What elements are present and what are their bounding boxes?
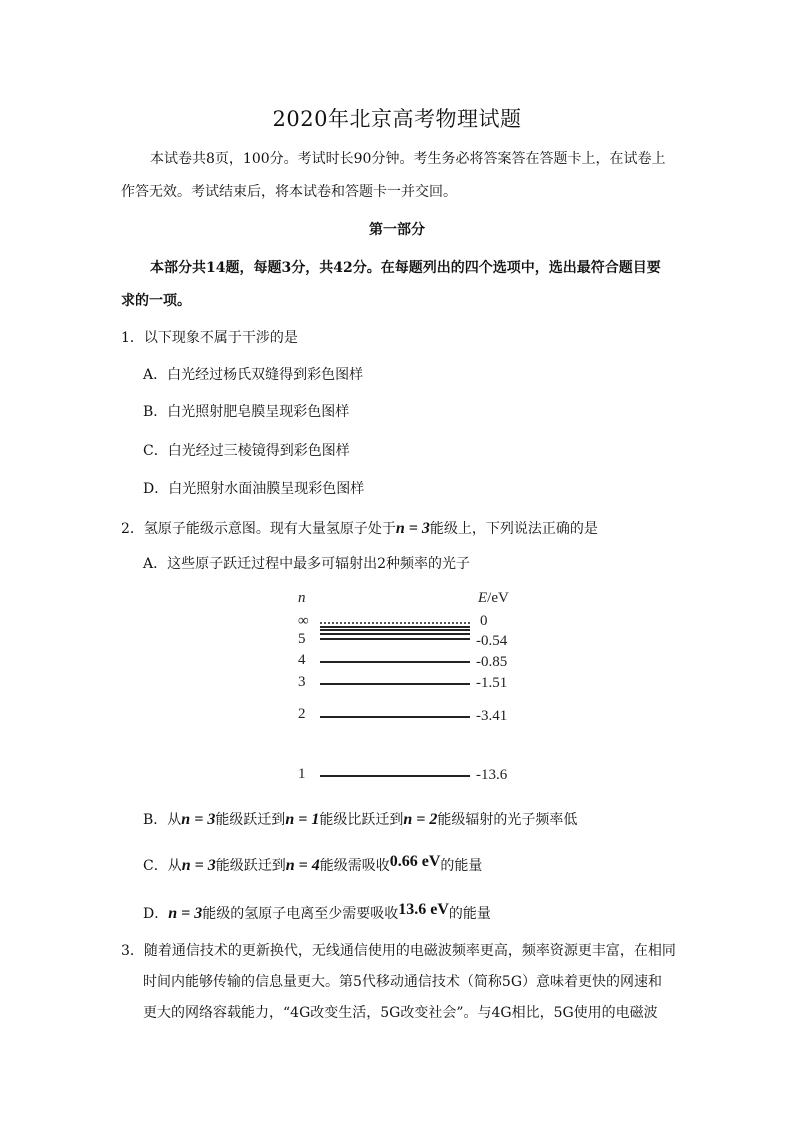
question-3-line-1: 3．随着通信技术的更新换代，无线通信使用的电磁波频率更高，频率资源更丰富，在相同 <box>121 943 676 959</box>
level-label-n-1: 1 <box>298 766 306 782</box>
intro-line-2: 作答无效。考试结束后，将本试卷和答题卡一并交回。 <box>121 184 457 200</box>
question-1-option-a: A．白光经过杨氏双缝得到彩色图样 <box>143 367 364 383</box>
question-1-stem: 1．以下现象不属于干涉的是 <box>121 330 298 346</box>
level-line-3 <box>320 683 470 685</box>
level-label-n-3: 3 <box>298 674 306 690</box>
level-line-dense-1 <box>320 626 470 628</box>
level-label-n-2: 2 <box>298 706 306 722</box>
section-instruction-line-2: 求的一项。 <box>121 293 191 309</box>
question-2-option-c: C．从n = 3能级跃迁到n = 4能级需吸收0.66 eV的能量 <box>143 853 483 874</box>
question-1-option-d: D．白光照射水面油膜呈现彩色图样 <box>143 481 365 497</box>
level-line-dense-2 <box>320 629 470 631</box>
question-2-option-b: B．从n = 3能级跃迁到n = 1能级比跃迁到n = 2能级辐射的光子频率低 <box>143 811 578 828</box>
diagram-energy-header: E/eV <box>478 590 509 606</box>
question-1-option-b: B．白光照射肥皂膜呈现彩色图样 <box>143 404 350 420</box>
level-energy-1: -13.6 <box>476 767 508 783</box>
question-3-line-3: 更大的网络容载能力，“4G改变生活，5G改变社会”。与4G相比，5G使用的电磁波 <box>143 1005 658 1021</box>
page-title: 2020年北京高考物理试题 <box>272 107 522 131</box>
level-energy-5: -0.54 <box>476 633 508 649</box>
diagram-n-header: n <box>298 590 306 606</box>
level-label-n-4: 4 <box>298 652 306 668</box>
level-line-5 <box>320 638 470 640</box>
level-energy-2: -3.41 <box>476 708 508 724</box>
question-2-option-d: D．n = 3能级的氢原子电离至少需要吸收13.6 eV的能量 <box>143 901 491 922</box>
level-energy-4: -0.85 <box>476 654 508 670</box>
level-line-infinity <box>320 622 470 624</box>
level-line-1 <box>320 775 470 777</box>
level-line-2 <box>320 716 470 718</box>
level-line-4 <box>320 661 470 663</box>
section-instruction-line-1: 本部分共14题，每题3分，共42分。在每题列出的四个选项中，选出最符合题目要 <box>150 260 661 276</box>
section-heading: 第一部分 <box>369 222 425 238</box>
math-n-3: n = 3 <box>395 520 430 537</box>
intro-line-1: 本试卷共8页，100分。考试时长90分钟。考生务必将答案答在答题卡上，在试卷上 <box>150 151 666 167</box>
question-3-line-2: 时间内能够传输的信息量更大。第5代移动通信技术（简称5G）意味着更快的网速和 <box>143 974 662 990</box>
level-line-dense-3 <box>320 633 470 635</box>
energy-level-diagram <box>290 588 530 788</box>
question-2-option-a: A．这些原子跃迁过程中最多可辐射出2种频率的光子 <box>143 556 471 572</box>
level-energy-3: -1.51 <box>476 675 508 691</box>
question-2-stem: 2．氢原子能级示意图。现有大量氢原子处于n = 3能级上，下列说法正确的是 <box>121 520 598 537</box>
level-label-n-5: 5 <box>298 631 306 647</box>
question-1-option-c: C．白光经过三棱镜得到彩色图样 <box>143 443 350 459</box>
level-energy-infinity: 0 <box>480 613 488 629</box>
level-label-n-infinity: ∞ <box>298 613 309 629</box>
